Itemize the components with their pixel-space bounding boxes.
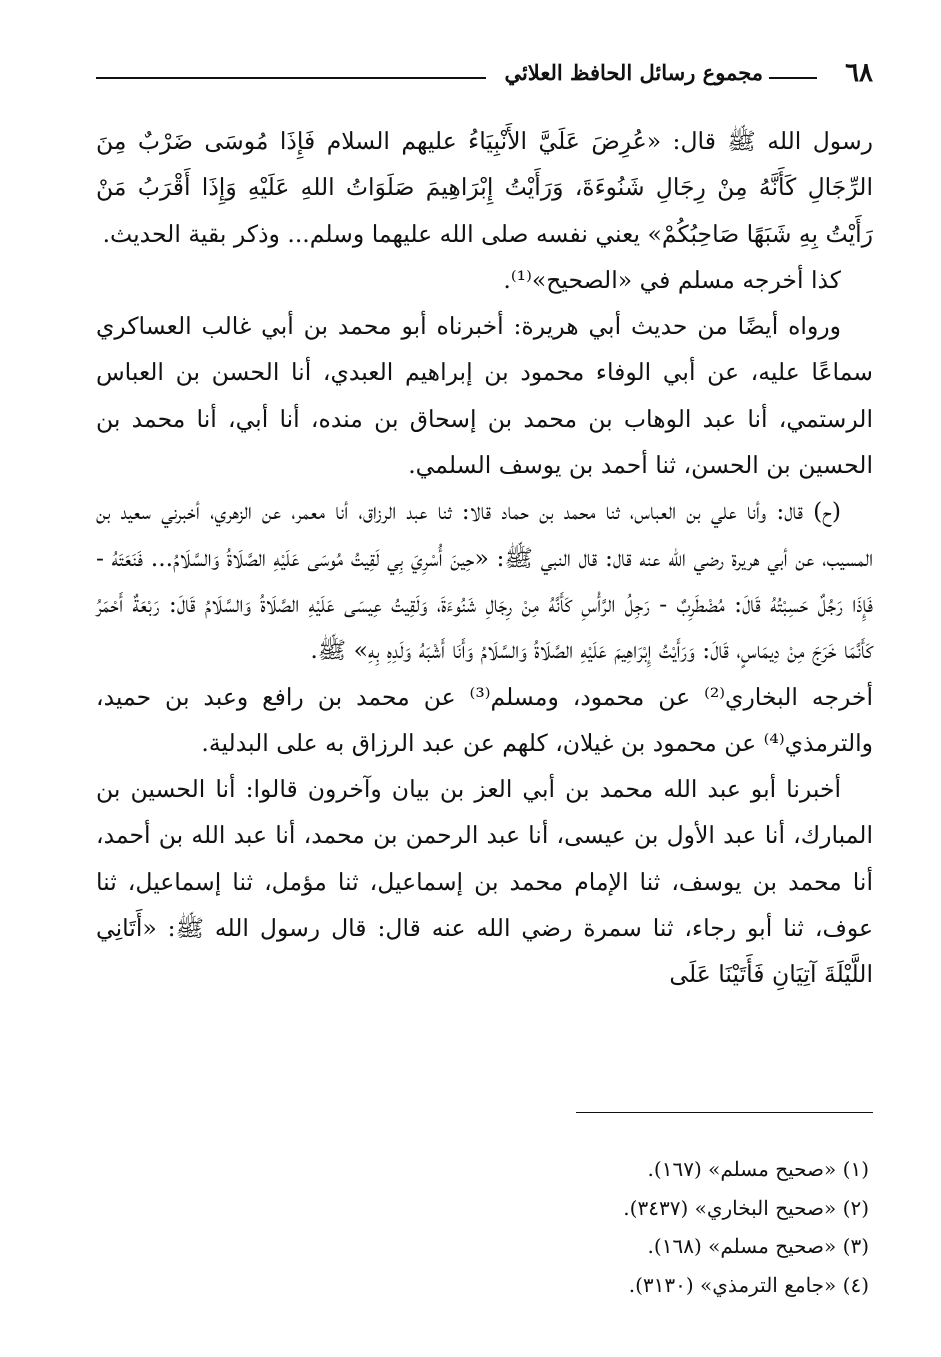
paragraph-5: أخرجه البخاري⁽²⁾ عن محمود، ومسلم⁽³⁾ عن محمد بن رافع وعبد بن حميد، والترمذي⁽⁴⁾ عن محمود بن غيلان، كلهم عن عبد الرزاق به على البدلية. (96, 682, 873, 757)
page-number: ٦٨ (845, 58, 873, 88)
main-text (96, 118, 873, 998)
header-rule-right (769, 77, 817, 79)
paragraph-6: أخبرنا أبو عبد الله محمد بن أبي العز بن بيان وآخرون قالوا: أنا الحسين بن المبارك، أنا عبد الأول بن عيسى، أنا عبد الرحمن بن محمد، أنا عبد الله بن أحمد، أنا محمد بن يوسف، ثنا الإمام محمد بن إسماعيل، ثنا مؤمل، ثنا إسماعيل، ثنا عوف، ثنا أبو رجاء، ثنا سمرة رضي الله عنه قال: قال رسول الله ﷺ: «أَتَانِي اللَّيْلَةَ آتِيَانِ فَأَتَيْنَا عَلَى (96, 775, 873, 989)
paragraph-1: رسول الله ﷺ قال: «عُرِضَ عَلَيَّ الأَنْبِيَاءُ عليهم السلام فَإِذَا مُوسَى ضَرْبٌ مِنَ الرِّجَالِ كَأَنَّهُ مِنْ رِجَالِ شَنُوءَةَ، وَرَأَيْتُ إِبْرَاهِيمَ صَلَوَاتُ اللهِ عَلَيْهِ وَإِذَا أَقْرَبُ مَنْ رَأَيْتُ بِهِ شَبَهًا صَاحِبُكُمْ» يعني نفسه صلى الله عليهما وسلم... وذكر بقية الحديث. (96, 127, 873, 248)
header-rule-left (96, 77, 486, 79)
footnotes (96, 1150, 869, 1304)
running-title: مجموع رسائل الحافظ العلائي (504, 60, 763, 85)
paragraph-4: (ح) قال: وأنا علي بن العباس، ثنا محمد بن حماد قالا: ثنا عبد الرزاق، أنا معمر، عن الزهري، أخبرني سعيد بن المسيب، عن أبي هريرة رضي الله عنه قال: قال النبي ﷺ: «حِينَ أُسْرِيَ بِي لَقِيتُ مُوسَى عَلَيْهِ الصَّلَاةُ وَالسَّلَامُ... فَنَعَتَهُ - فَإِذَا رَجُلٌ حَسِبْتُهُ قَالَ: مُضْطَرِبٌ - رَجِلُ الرَّأْسِ كَأَنَّهُ مِنْ رِجَالِ شَنُوءَةَ، وَلَقِيتُ عِيسَى عَلَيْهِ الصَّلَاةُ وَالسَّلَامُ قَالَ: رَبْعَةٌ أَحْمَرُ كَأَنَّمَا خَرَجَ مِنْ دِيمَاسٍ، قَالَ: وَرَأَيْتُ إِبْرَاهِيمَ عَلَيْهِ الصَّلَاةُ وَالسَّلَامُ وَأَنَا أَشْبَهُ وَلَدِهِ بِهِ» ﷺ. (96, 497, 873, 665)
footnote-1: (١) «صحيح مسلم» (١٦٧). (647, 1157, 869, 1181)
footnote-separator (576, 1112, 873, 1113)
page-header (96, 56, 873, 96)
footnote-2: (٢) «صحيح البخاري» (٣٤٣٧). (623, 1195, 869, 1220)
footnote-3: (٣) «صحيح مسلم» (١٦٨). (647, 1234, 869, 1258)
footnote-4: (٤) «جامع الترمذي» (٣١٣٠). (628, 1272, 869, 1297)
paragraph-2: كذا أخرجه مسلم في «الصحيح»⁽¹⁾. (503, 265, 841, 294)
paragraph-3: ورواه أيضًا من حديث أبي هريرة: أخبرناه أبو محمد بن أبي غالب العساكري سماعًا عليه، عن أبي الوفاء محمود بن إبراهيم العبدي، أنا الحسن بن العباس الرستمي، أنا عبد الوهاب بن محمد بن إسحاق بن منده، أنا أبي، أنا محمد بن الحسين بن الحسن، ثنا أحمد بن يوسف السلمي. (96, 312, 873, 480)
